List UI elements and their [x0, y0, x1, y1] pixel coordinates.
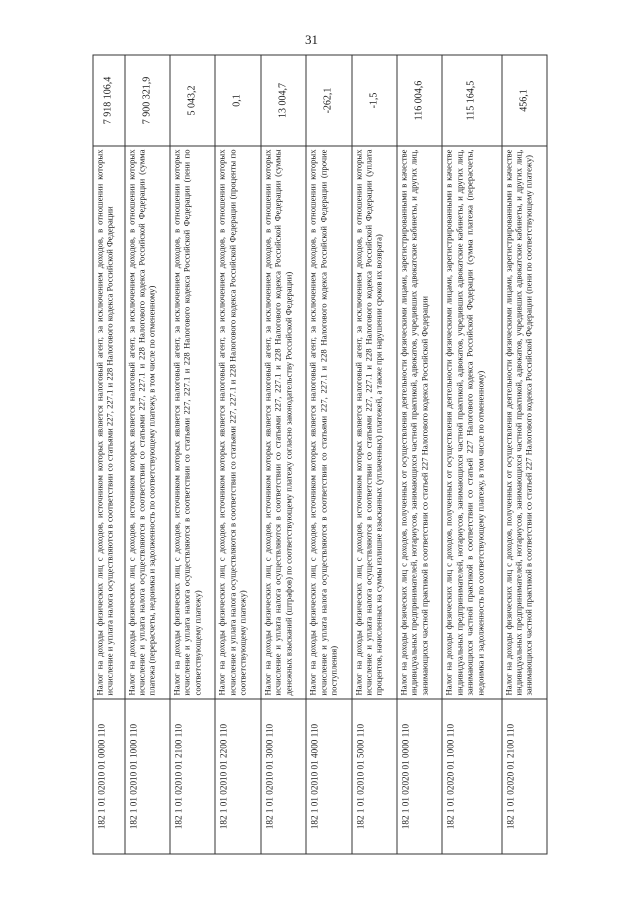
row-value: -262,1 — [306, 55, 351, 146]
row-value: 0,1 — [215, 55, 260, 146]
row-code: 182 1 01 02010 01 1000 110 — [125, 699, 170, 854]
row-description: Налог на доходы физических лиц с доходов, источником которых является налоговый агент, за исключением доходов, в отношении которых исчисление и уплата налога осуществляются в соответствии со статьями 227, 227.1 и 228 Налогового кодекса Российской Федерации (проценты по соответствующему платежу) — [215, 146, 260, 699]
row-code: 182 1 01 02020 01 2100 110 — [502, 699, 547, 854]
row-code: 182 1 01 02010 01 4000 110 — [306, 699, 351, 854]
row-code: 182 1 01 02020 01 0000 110 — [397, 699, 442, 854]
row-value: 7 900 321,9 — [125, 55, 170, 146]
row-description: Налог на доходы физических лиц с доходов, источником которых является налоговый агент, за исключением доходов, в отношении которых исчисление и уплата налога осуществляются в соответствии со статьями 227, 227.1 и 228 Налогового кодекса Российской Федерации (суммы денежных взысканий (штрафов) по соответствующему платежу согласно законодательству Российской Федерации) — [261, 146, 306, 699]
row-value: 13 004,7 — [261, 55, 306, 146]
row-description: Налог на доходы физических лиц с доходов, источником которых является налоговый агент, за исключением доходов, в отношении которых исчисление и уплата налога осуществляются в соответствии со статьями 227, 227.1 и 228 Налогового кодекса Российской Федерации (пени по соответствующему платежу) — [170, 146, 215, 699]
table-row — [125, 55, 170, 854]
row-value: 5 043,2 — [170, 55, 215, 146]
table-row — [261, 55, 306, 854]
row-code: 182 1 01 02010 01 3000 110 — [261, 699, 306, 854]
revenue-table-rotated — [93, 55, 548, 855]
row-description: Налог на доходы физических лиц с доходов, источником которых является налоговый агент, за исключением доходов, в отношении которых исчисление и уплата налога осуществляются в соответствии со статьями 227, 227.1 и 228 Налогового кодекса Российской Федерации — [93, 146, 125, 699]
table-row — [502, 55, 547, 854]
row-code: 182 1 01 02020 01 1000 110 — [442, 699, 501, 854]
row-description: Налог на доходы физических лиц с доходов, полученных от осуществления деятельности физическими лицами, зарегистрированными в качестве индивидуальных предпринимателей, нотариусов, занимающихся частной практикой, адвокатов, учредивших адвокатские кабинеты, и других лиц, занимающихся частной практикой в соответствии со статьей 227 Налогового кодекса Российской Федерации (пени по соответствующему платежу) — [502, 146, 547, 699]
table-row — [442, 55, 501, 854]
table-row — [397, 55, 442, 854]
revenue-table-body — [93, 55, 547, 854]
table-row — [352, 55, 397, 854]
row-value: 7 918 106,4 — [93, 55, 125, 146]
table-row — [306, 55, 351, 854]
page-number: 31 — [305, 32, 318, 47]
row-value: 116 004,6 — [397, 55, 442, 146]
row-value: 456,1 — [502, 55, 547, 146]
row-description: Налог на доходы физических лиц с доходов, источником которых является налоговый агент, за исключением доходов, в отношении которых исчисление и уплата налога осуществляются в соответствии со статьями 227, 227.1 и 228 Налогового кодекса Российской Федерации (прочие поступления) — [306, 146, 351, 699]
table-row — [215, 55, 260, 854]
table-row — [93, 55, 125, 854]
table-row — [170, 55, 215, 854]
row-code: 182 1 01 02010 01 5000 110 — [352, 699, 397, 854]
row-value: 115 164,5 — [442, 55, 501, 146]
row-description: Налог на доходы физических лиц с доходов, полученных от осуществления деятельности физическими лицами, зарегистрированными в качестве индивидуальных предпринимателей, нотариусов, занимающихся частной практикой, адвокатов, учредивших адвокатские кабинеты, и других лиц, занимающихся частной практикой в соответствии со статьей 227 Налогового кодекса Российской Федерации — [397, 146, 442, 699]
row-code: 182 1 01 02010 01 2100 110 — [170, 699, 215, 854]
row-code: 182 1 01 02010 01 2200 110 — [215, 699, 260, 854]
row-code: 182 1 01 02010 01 0000 110 — [93, 699, 125, 854]
row-description: Налог на доходы физических лиц с доходов, полученных от осуществления деятельности физическими лицами, зарегистрированными в качестве индивидуальных предпринимателей, нотариусов, занимающихся частной практикой, адвокатов, учредивших адвокатские кабинеты, и других лиц, занимающихся частной практикой в соответствии со статьей 227 Налогового кодекса Российской Федерации (сумма платежа (перерасчеты, недоимка и задолженность по соответствующему платежу, в том числе по отмененному) — [442, 146, 501, 699]
row-value: -1,5 — [352, 55, 397, 146]
row-description: Налог на доходы физических лиц с доходов, источником которых является налоговый агент, за исключением доходов, в отношении которых исчисление и уплата налога осуществляются в соответствии со статьями 227, 227.1 и 228 Налогового кодекса Российской Федерации (сумма платежа (перерасчеты, недоимка и задолженность по соответствующему платежу, в том числе по отмененному) — [125, 146, 170, 699]
revenue-table — [93, 55, 548, 855]
row-description: Налог на доходы физических лиц с доходов, источником которых является налоговый агент, за исключением доходов, в отношении которых исчисление и уплата налога осуществляются в соответствии со статьями 227, 227.1 и 228 Налогового кодекса Российской Федерации (уплата процентов, начисленных на суммы излишне взысканных (уплаченных) платежей, а также при нарушении сроков их возврата) — [352, 146, 397, 699]
